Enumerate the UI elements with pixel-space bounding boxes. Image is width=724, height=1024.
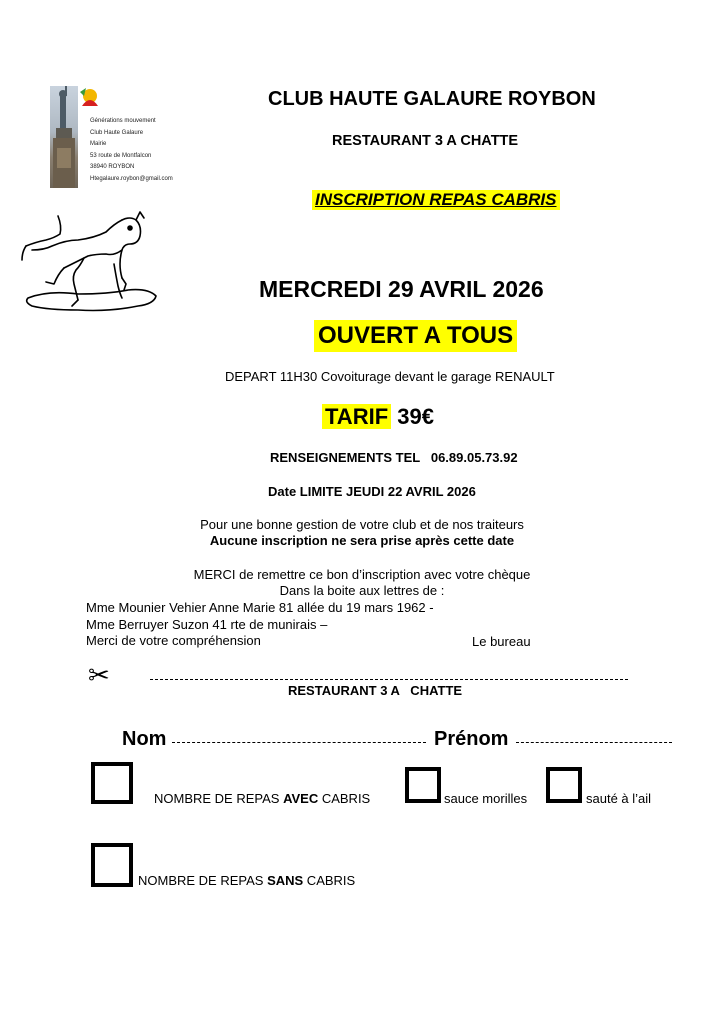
logo-line: Htegalaure.roybon@gmail.com bbox=[90, 175, 173, 182]
firstname-field[interactable] bbox=[516, 742, 672, 743]
name-label: Nom bbox=[122, 728, 167, 750]
departure-info: DEPART 11H30 Covoiturage devant le garage RENAULT bbox=[225, 369, 555, 384]
price-label: TARIF bbox=[322, 404, 391, 429]
notice-aucune: Aucune inscription ne sera prise après cette date bbox=[209, 533, 515, 548]
avec-cabris-label bbox=[154, 791, 370, 806]
cut-line bbox=[150, 679, 628, 680]
sans-pre: NOMBRE DE REPAS bbox=[138, 873, 268, 888]
logo-line: 53 route de Montfalcon bbox=[90, 152, 152, 159]
goat-illustration bbox=[18, 210, 160, 322]
logo-text bbox=[90, 116, 173, 186]
addresses bbox=[86, 600, 434, 650]
address-2: Mme Berruyer Suzon 41 rte de munirais – bbox=[86, 616, 328, 632]
merci-line-1: MERCI de remettre ce bon d’inscription avec votre chèque bbox=[193, 567, 531, 582]
address-1: Mme Mounier Vehier Anne Marie 81 allée du 19 mars 1962 - bbox=[86, 600, 434, 615]
price-value: 39€ bbox=[397, 404, 434, 429]
logo-image bbox=[50, 86, 78, 188]
notice-gestion: Pour une bonne gestion de votre club et de nos traiteurs bbox=[200, 517, 524, 532]
logo-line: Mairie bbox=[90, 141, 107, 148]
club-title: CLUB HAUTE GALAURE ROYBON bbox=[268, 88, 596, 110]
scissors-icon: ✂ bbox=[88, 660, 110, 690]
sans-cabris-checkbox[interactable] bbox=[91, 843, 133, 887]
notice-block bbox=[0, 517, 724, 549]
statue-icon bbox=[50, 86, 78, 188]
open-banner: OUVERT A TOUS bbox=[314, 320, 517, 352]
event-date: MERCREDI 29 AVRIL 2026 bbox=[259, 276, 544, 302]
deadline: Date LIMITE JEUDI 22 AVRIL 2026 bbox=[268, 484, 476, 499]
sauce-morilles-checkbox[interactable] bbox=[405, 767, 441, 803]
signature-bureau: Le bureau bbox=[472, 634, 531, 649]
contact-phone: RENSEIGNEMENTS TEL 06.89.05.73.92 bbox=[270, 450, 518, 465]
avec-bold: AVEC bbox=[283, 791, 319, 806]
sauce-morilles-label: sauce morilles bbox=[444, 791, 528, 806]
sans-bold: SANS bbox=[267, 873, 304, 888]
avec-cabris-checkbox[interactable] bbox=[91, 762, 133, 804]
restaurant-title: RESTAURANT 3 A CHATTE bbox=[332, 133, 519, 149]
saute-ail-label: sauté à l’ail bbox=[586, 791, 652, 806]
inscription-title: INSCRIPTION REPAS CABRIS bbox=[312, 190, 560, 210]
logo-line: Générations mouvement bbox=[90, 118, 156, 124]
avec-pre: NOMBRE DE REPAS bbox=[154, 791, 284, 806]
sans-post: CABRIS bbox=[303, 873, 356, 888]
merci-block bbox=[0, 567, 724, 599]
sans-cabris-label bbox=[138, 873, 355, 888]
logo-sun-icon bbox=[78, 84, 100, 114]
price bbox=[322, 404, 434, 430]
merci-line-2: Dans la boite aux lettres de : bbox=[279, 583, 445, 598]
avec-post: CABRIS bbox=[318, 791, 371, 806]
firstname-label: Prénom bbox=[434, 728, 509, 750]
name-field[interactable] bbox=[172, 742, 426, 743]
logo-line: Club Haute Galaure bbox=[90, 129, 144, 136]
thanks: Merci de votre compréhension bbox=[86, 633, 261, 648]
coupon-restaurant: RESTAURANT 3 A CHATTE bbox=[288, 683, 463, 698]
logo-line: 38940 ROYBON bbox=[90, 164, 135, 171]
saute-ail-checkbox[interactable] bbox=[546, 767, 582, 803]
